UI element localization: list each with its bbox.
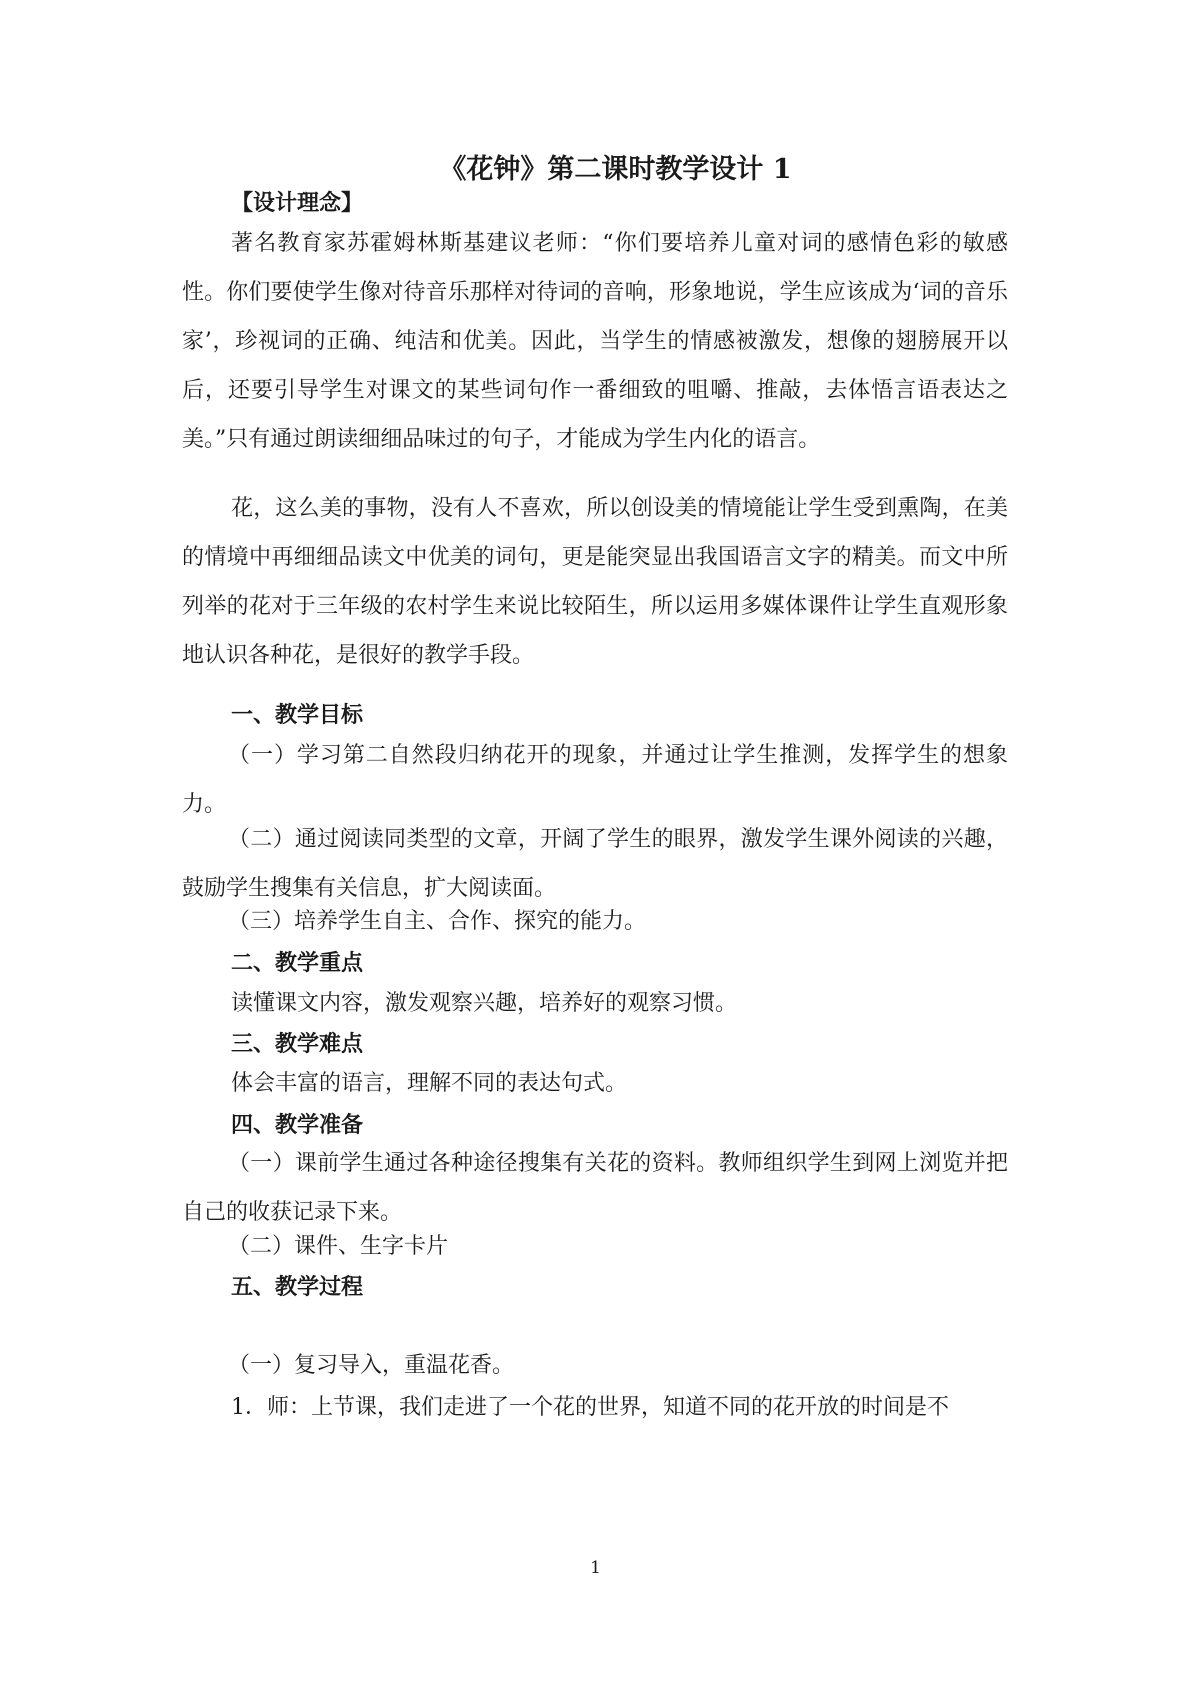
preparation-heading: 四、教学准备 [231, 1112, 364, 1138]
design-concept-paragraph-2: 花，这么美的事物，没有人不喜欢，所以创设美的情境能让学生受到熏陶，在美的情境中再细细品读文中优美的词句，更是能突显出我国语言文字的精美。而文中所列举的花对于三年级的农村学生来说比较陌生，所以运用多媒体课件让学生直观形象地认识各种花，是很好的教学手段。 [182, 496, 1008, 668]
objective-item-2: （二）通过阅读同类型的文章，开阔了学生的眼界，激发学生课外阅读的兴趣，鼓励学生搜集有关信息，扩大阅读面。 [182, 827, 1008, 901]
difficulties-text: 体会丰富的语言，理解不同的表达句式。 [231, 1071, 628, 1096]
process-line-1: 1．师：上节课，我们走进了一个花的世界，知道不同的花开放的时间是不 [231, 1395, 949, 1420]
document-title: 《花钟》第二课时教学设计 1 [439, 154, 792, 185]
process-heading: 五、教学过程 [231, 1274, 364, 1300]
process-sub-heading: （一）复习导入，重温花香。 [228, 1353, 515, 1378]
design-concept-heading: 【设计理念】 [231, 190, 364, 216]
difficulties-heading: 三、教学难点 [231, 1031, 364, 1057]
key-points-text: 读懂课文内容，激发观察兴趣，培养好的观察习惯。 [231, 991, 738, 1016]
objectives-heading: 一、教学目标 [231, 702, 364, 728]
page-number: 1 [590, 1558, 601, 1578]
objective-item-1: （一）学习第二自然段归纳花开的现象，并通过让学生推测，发挥学生的想象力。 [182, 743, 1008, 817]
preparation-item-1: （一）课前学生通过各种途径搜集有关花的资料。教师组织学生到网上浏览并把自己的收获记录下来。 [182, 1151, 1008, 1225]
design-concept-paragraph-1: 著名教育家苏霍姆林斯基建议老师：“你们要培养儿童对词的感情色彩的敏感性。你们要使学生像对待音乐那样对待词的音响，形象地说，学生应该成为‘词的音乐家’，珍视词的正确、纯洁和优美。因此，当学生的情感被激发，想像的翅膀展开以后，还要引导学生对课文的某些词句作一番细致的咀嚼、推敲，去体悟言语表达之美。”只有通过朗读细细品味过的句子，才能成为学生内化的语言。 [182, 231, 1008, 452]
preparation-item-2: （二）课件、生字卡片 [228, 1234, 449, 1259]
key-points-heading: 二、教学重点 [231, 950, 364, 976]
objective-item-3: （三）培养学生自主、合作、探究的能力。 [228, 909, 647, 934]
